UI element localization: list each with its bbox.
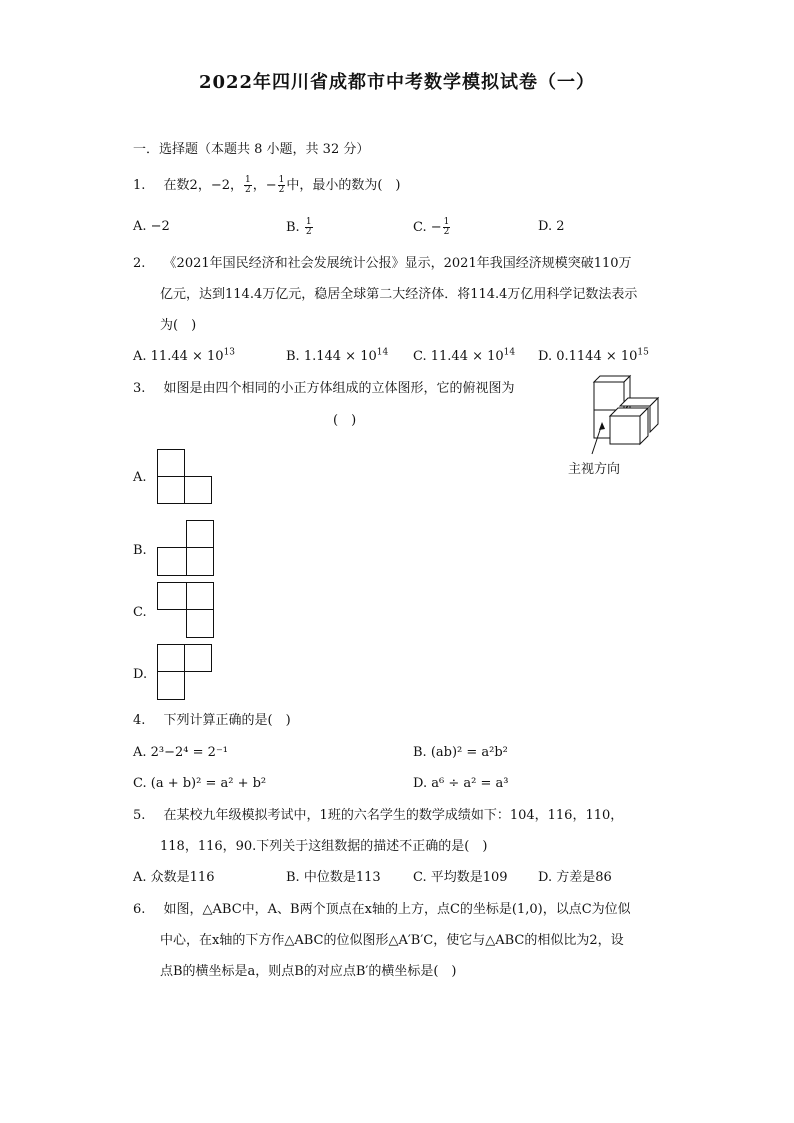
question-number: 1. — [133, 178, 146, 193]
question-text: 在数2，−2， — [163, 178, 243, 193]
option-d[interactable]: D. 方差是86 — [538, 870, 612, 885]
question-text: 118，116，90.下列关于这组数据的描述不正确的是( ) — [160, 839, 488, 854]
question-number: 6. — [133, 902, 146, 917]
option-d[interactable]: D. — [133, 667, 148, 682]
figure-caption: 主视方向 — [568, 462, 621, 477]
fraction: $\frac{1}{2}$ — [244, 175, 251, 195]
question-text: 《2021年国民经济和社会发展统计公报》显示，2021年我国经济规模突破110万 — [163, 256, 632, 271]
option-b[interactable]: B. $1.144 \times 10^{14}$ — [286, 347, 389, 364]
option-a-figure — [157, 449, 213, 505]
question-number: 3. — [133, 381, 146, 396]
question-text: 为( ) — [160, 318, 197, 333]
option-a[interactable]: A. 众数是116 — [133, 870, 215, 885]
question-text: ，− — [252, 178, 277, 193]
page-title: 2022年四川省成都市中考数学模拟试卷（一） — [198, 72, 596, 93]
question-text: 点B的横坐标是a，则点B的对应点B′的横坐标是( ) — [160, 964, 457, 979]
option-b[interactable]: B. (ab)² = a²b² — [413, 745, 508, 760]
question-number: 2. — [133, 256, 146, 271]
question-2 — [133, 255, 632, 273]
option-b[interactable]: B. — [133, 543, 147, 558]
question-text: 亿元，达到114.4万亿元，稳居全球第二大经济体．将114.4万亿用科学记数法表示 — [160, 287, 638, 302]
question-4 — [133, 712, 291, 730]
question-6 — [133, 901, 631, 919]
fraction: $\frac{1}{2}$ — [278, 175, 285, 195]
option-d[interactable]: D. 2 — [538, 219, 565, 234]
option-c[interactable]: C. (a + b)² = a² + b² — [133, 776, 267, 791]
option-b[interactable]: B. 中位数是113 — [286, 870, 381, 885]
question-text: 中心，在x轴的下方作△ABC的位似图形△A′B′C，使它与△ABC的相似比为2，设 — [160, 933, 624, 948]
option-b[interactable]: B. $\frac{1}{2}$ — [286, 217, 312, 237]
section-heading: 一．选择题（本题共 8 小题，共 32 分） — [133, 142, 370, 157]
option-a[interactable]: A. $11.44 \times 10^{13}$ — [133, 347, 236, 364]
question-number: 5. — [133, 808, 146, 823]
option-a[interactable]: A. — [133, 470, 147, 485]
question-text: 如图是由四个相同的小正方体组成的立体图形，它的俯视图为 — [163, 381, 515, 396]
question-5 — [133, 807, 623, 825]
option-d-figure — [157, 644, 215, 702]
option-a[interactable]: A. 2³−2⁴ = 2⁻¹ — [133, 745, 229, 760]
option-d[interactable]: D. $0.1144 \times 10^{15}$ — [538, 347, 649, 364]
option-d[interactable]: D. a⁶ ÷ a² = a³ — [413, 776, 509, 791]
question-number: 4. — [133, 713, 146, 728]
question-text: 如图，△ABC中，A、B两个顶点在x轴的上方，点C的坐标是(1,0)，以点C为位似 — [163, 902, 631, 917]
option-c-figure — [157, 582, 215, 640]
option-a[interactable]: A. −2 — [133, 219, 170, 234]
question-text: 下列计算正确的是( ) — [163, 713, 291, 728]
option-b-figure — [157, 520, 215, 578]
question-3 — [133, 380, 515, 398]
cube-figure — [590, 372, 665, 452]
question-text: 中，最小的数为( ) — [286, 178, 401, 193]
option-c[interactable]: C. — [133, 605, 147, 620]
option-c[interactable]: C. $11.44 \times 10^{14}$ — [413, 347, 516, 364]
question-1 — [133, 176, 401, 195]
question-text: 在某校九年级模拟考试中，1班的六名学生的数学成绩如下：104，116，110， — [163, 808, 624, 823]
option-c[interactable]: C. − $\frac{1}{2}$ — [413, 217, 450, 237]
question-text: ( ) — [333, 413, 357, 428]
option-c[interactable]: C. 平均数是109 — [413, 870, 508, 885]
